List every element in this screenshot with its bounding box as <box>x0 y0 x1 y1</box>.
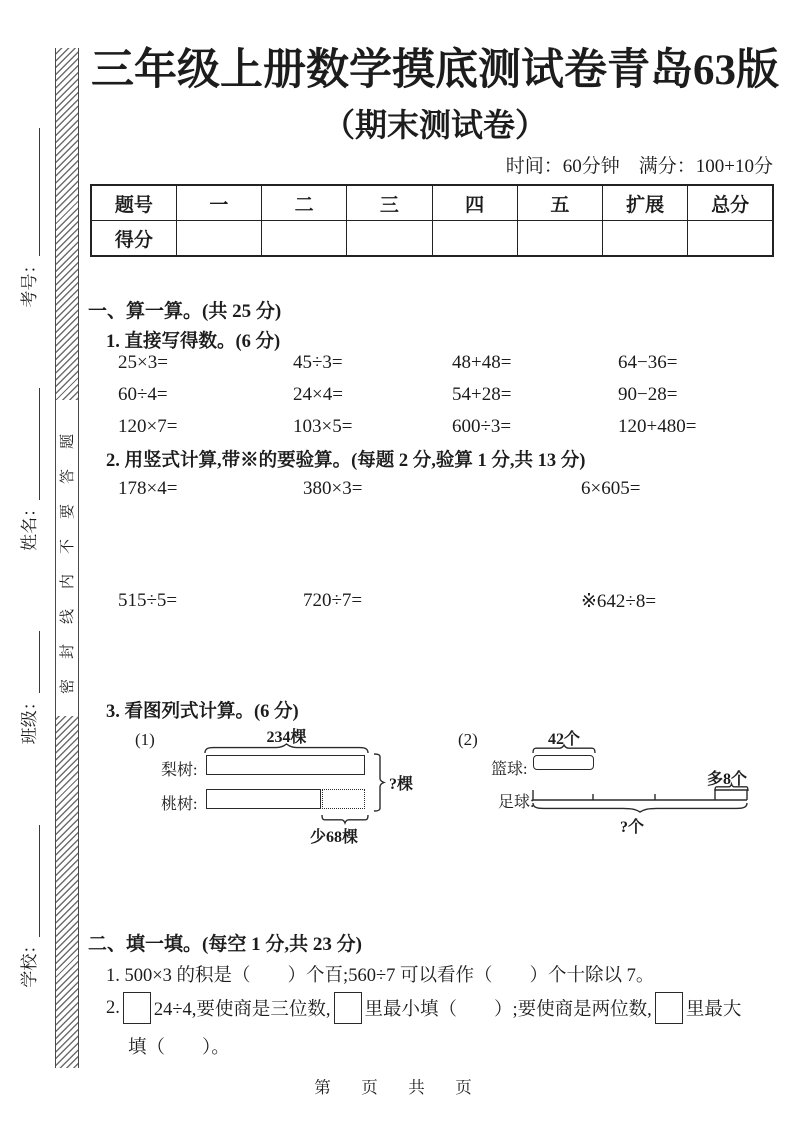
item2-title: 2. 用竖式计算,带※的要验算。(每题 2 分,验算 1 分,共 13 分) <box>106 451 586 471</box>
underbrace-icon <box>322 815 368 823</box>
page-subtitle: （期末测试卷） <box>322 107 547 143</box>
score-cell <box>688 221 773 257</box>
name-field <box>15 388 40 551</box>
equation: 720÷7= <box>303 590 363 611</box>
equation: 25×3= <box>118 352 168 373</box>
equation: 24×4= <box>293 384 343 405</box>
exam-number-label: 考号： <box>19 256 39 308</box>
header-section-3: 三 <box>347 185 432 221</box>
score-table-header-row <box>91 185 773 221</box>
seal-line-band <box>55 48 79 1068</box>
equation: 6×605= <box>581 478 641 499</box>
seal-line-text: 密封线内不要答题 <box>60 413 76 694</box>
fill-item-2-part2: 里最小填（ ）;要使商是两位数, <box>364 1000 652 1020</box>
score-cell <box>603 221 688 257</box>
score-cell <box>432 221 517 257</box>
header-question-number: 题号 <box>91 185 176 221</box>
score-row-label: 得分 <box>91 221 176 257</box>
basketball-label: 篮球: <box>491 761 528 778</box>
exam-number-field <box>15 128 40 307</box>
fill-item-1: 1. 500×3 的积是（ ）个百;560÷7 可以看作（ ）个十除以 7。 <box>106 966 655 986</box>
fill-item-2-line-2: 填（ ）。 <box>128 1038 230 1058</box>
equation: 120×7= <box>118 416 178 437</box>
section1-heading: 一、算一算。(共 25 分) <box>88 301 282 322</box>
fill-item-2-line-1 <box>106 988 741 1028</box>
diagram2-more-label: 多8个 <box>707 771 748 788</box>
direct-calc-row-2 <box>0 384 793 410</box>
equation: 515÷5= <box>118 590 178 611</box>
peach-tree-bar-dotted <box>322 789 365 809</box>
diagram1-number: (1) <box>135 730 155 749</box>
score-cell <box>176 221 261 257</box>
page-title: 三年级上册数学摸底测试卷青岛63版 <box>91 47 779 94</box>
basketball-bar <box>533 755 594 770</box>
class-blank <box>21 631 40 693</box>
header-section-2: 二 <box>262 185 347 221</box>
equation: 178×4= <box>118 478 178 499</box>
header-section-4: 四 <box>432 185 517 221</box>
class-label: 班级： <box>19 693 39 745</box>
item1-title: 1. 直接写得数。(6 分) <box>106 332 281 352</box>
fill-item-2-prefix: 2. <box>106 997 120 1018</box>
equation: 64−36= <box>618 352 678 373</box>
equation: 54+28= <box>452 384 512 405</box>
peach-tree-label: 桃树: <box>161 796 198 813</box>
overbrace-icon <box>533 745 595 753</box>
score-cell <box>262 221 347 257</box>
soccer-segment-line <box>533 787 747 801</box>
pear-tree-label: 梨树: <box>161 762 198 779</box>
score-cell <box>347 221 432 257</box>
header-section-1: 一 <box>176 185 261 221</box>
diagram1-less-label: 少68棵 <box>310 829 359 846</box>
section2-heading: 二、填一填。(每空 1 分,共 23 分) <box>88 934 362 955</box>
fill-item-2-part3: 里最大 <box>685 1000 742 1020</box>
fill-item-2-part1: 24÷4,要使商是三位数, <box>153 1000 331 1020</box>
blank-box <box>334 992 362 1024</box>
direct-calc-row-3 <box>0 416 793 442</box>
equation: 103×5= <box>293 416 353 437</box>
right-brace-icon <box>374 754 384 811</box>
name-label: 姓名： <box>19 499 39 551</box>
page-footer: 第 页 共 页 <box>314 1078 479 1097</box>
diagram-balls <box>452 724 782 834</box>
diagram2-basketball-count: 42个 <box>547 731 580 748</box>
header-total: 总分 <box>688 185 773 221</box>
blank-box <box>655 992 683 1024</box>
time-score-info: 时间：60分钟 满分：100+10分 <box>505 156 773 177</box>
header-extension: 扩展 <box>603 185 688 221</box>
score-cell <box>517 221 602 257</box>
seal-text-area <box>56 400 78 716</box>
peach-tree-bar-solid <box>206 789 321 809</box>
equation: 90−28= <box>618 384 678 405</box>
score-table-score-row <box>91 221 773 257</box>
vertical-calc-row-1 <box>0 478 793 504</box>
equation: 45÷3= <box>293 352 343 373</box>
equation: ※642÷8= <box>581 591 657 612</box>
pear-tree-bar <box>206 755 365 775</box>
diagram1-total-label: 234棵 <box>266 729 307 746</box>
score-table <box>90 184 774 257</box>
diagram2-number: (2) <box>458 730 478 749</box>
school-blank <box>21 825 40 937</box>
item3-title: 3. 看图列式计算。(6 分) <box>106 702 299 722</box>
equation: 120+480= <box>618 416 697 437</box>
student-info-column <box>2 48 50 1068</box>
equation: 48+48= <box>452 352 512 373</box>
school-field <box>15 825 40 988</box>
diagram-trees <box>135 724 435 849</box>
equation: 600÷3= <box>452 416 512 437</box>
exam-number-blank <box>21 128 40 256</box>
class-field <box>15 631 40 744</box>
underbrace-icon <box>533 803 747 812</box>
diagram2-question-label: ?个 <box>620 819 645 836</box>
equation: 380×3= <box>303 478 363 499</box>
overbrace-icon <box>205 744 368 753</box>
blank-box <box>123 992 151 1024</box>
soccer-label: 足球: <box>498 794 535 811</box>
diagram1-question-label: ?棵 <box>389 776 414 793</box>
equation: 60÷4= <box>118 384 168 405</box>
vertical-calc-row-2 <box>0 590 793 616</box>
student-info-rotated <box>4 48 50 1068</box>
direct-calc-row-1 <box>0 352 793 378</box>
school-label: 学校： <box>19 936 39 988</box>
header-section-5: 五 <box>517 185 602 221</box>
